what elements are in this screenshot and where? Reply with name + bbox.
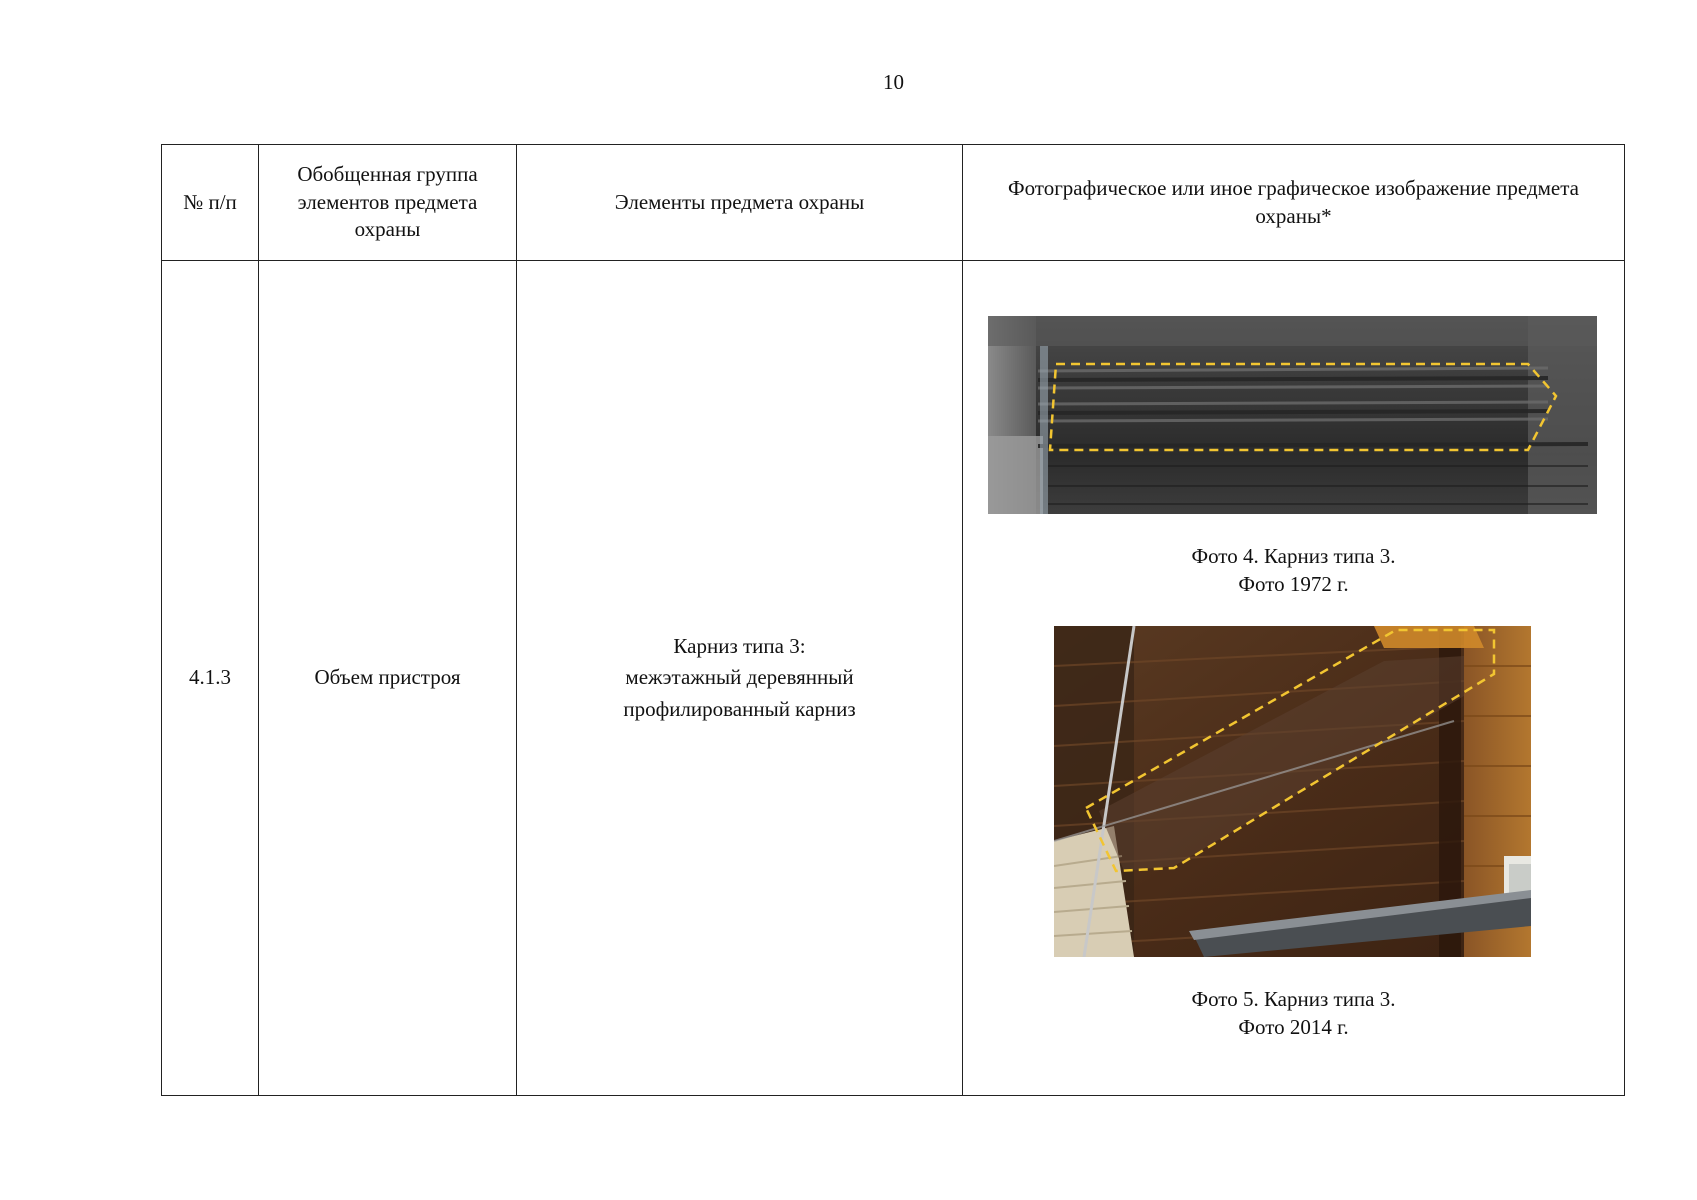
elements-line-3: профилированный карниз (623, 696, 856, 721)
page-number: 10 (883, 70, 904, 94)
photo-1972-image (988, 316, 1597, 514)
photo-1972-caption-line-2: Фото 1972 г. (1238, 571, 1349, 596)
photo-1972-caption-line-1: Фото 4. Карниз типа 3. (1191, 544, 1396, 568)
photo-2014-image (1054, 626, 1531, 957)
header-elements: Элементы предмета охраны (517, 145, 963, 261)
row-photos (963, 261, 1625, 1096)
photo-2014-caption-line-2: Фото 2014 г. (1238, 1014, 1349, 1039)
photo-2014-caption-line-1: Фото 5. Карниз типа 3. (1191, 987, 1396, 1011)
photo-2014-color (1054, 626, 1531, 957)
protection-subject-table (161, 144, 1625, 1096)
photo-2014-caption (963, 986, 1624, 1041)
photo-1972-caption (963, 543, 1624, 598)
photo-1972-bw (988, 316, 1597, 514)
row-number: 4.1.3 (162, 261, 259, 1096)
header-image: Фотографическое или иное графическое изображение предмета охраны* (963, 145, 1625, 261)
table-header-row (162, 145, 1625, 261)
elements-line-1: Карниз типа 3: (673, 633, 806, 658)
row-elements (517, 261, 963, 1096)
row-group: Объем пристроя (259, 261, 517, 1096)
elements-line-2: межэтажный деревянный (625, 665, 854, 690)
header-number: № п/п (162, 145, 259, 261)
table-row (162, 261, 1625, 1096)
header-group: Обобщенная группа элементов предмета охраны (259, 145, 517, 261)
